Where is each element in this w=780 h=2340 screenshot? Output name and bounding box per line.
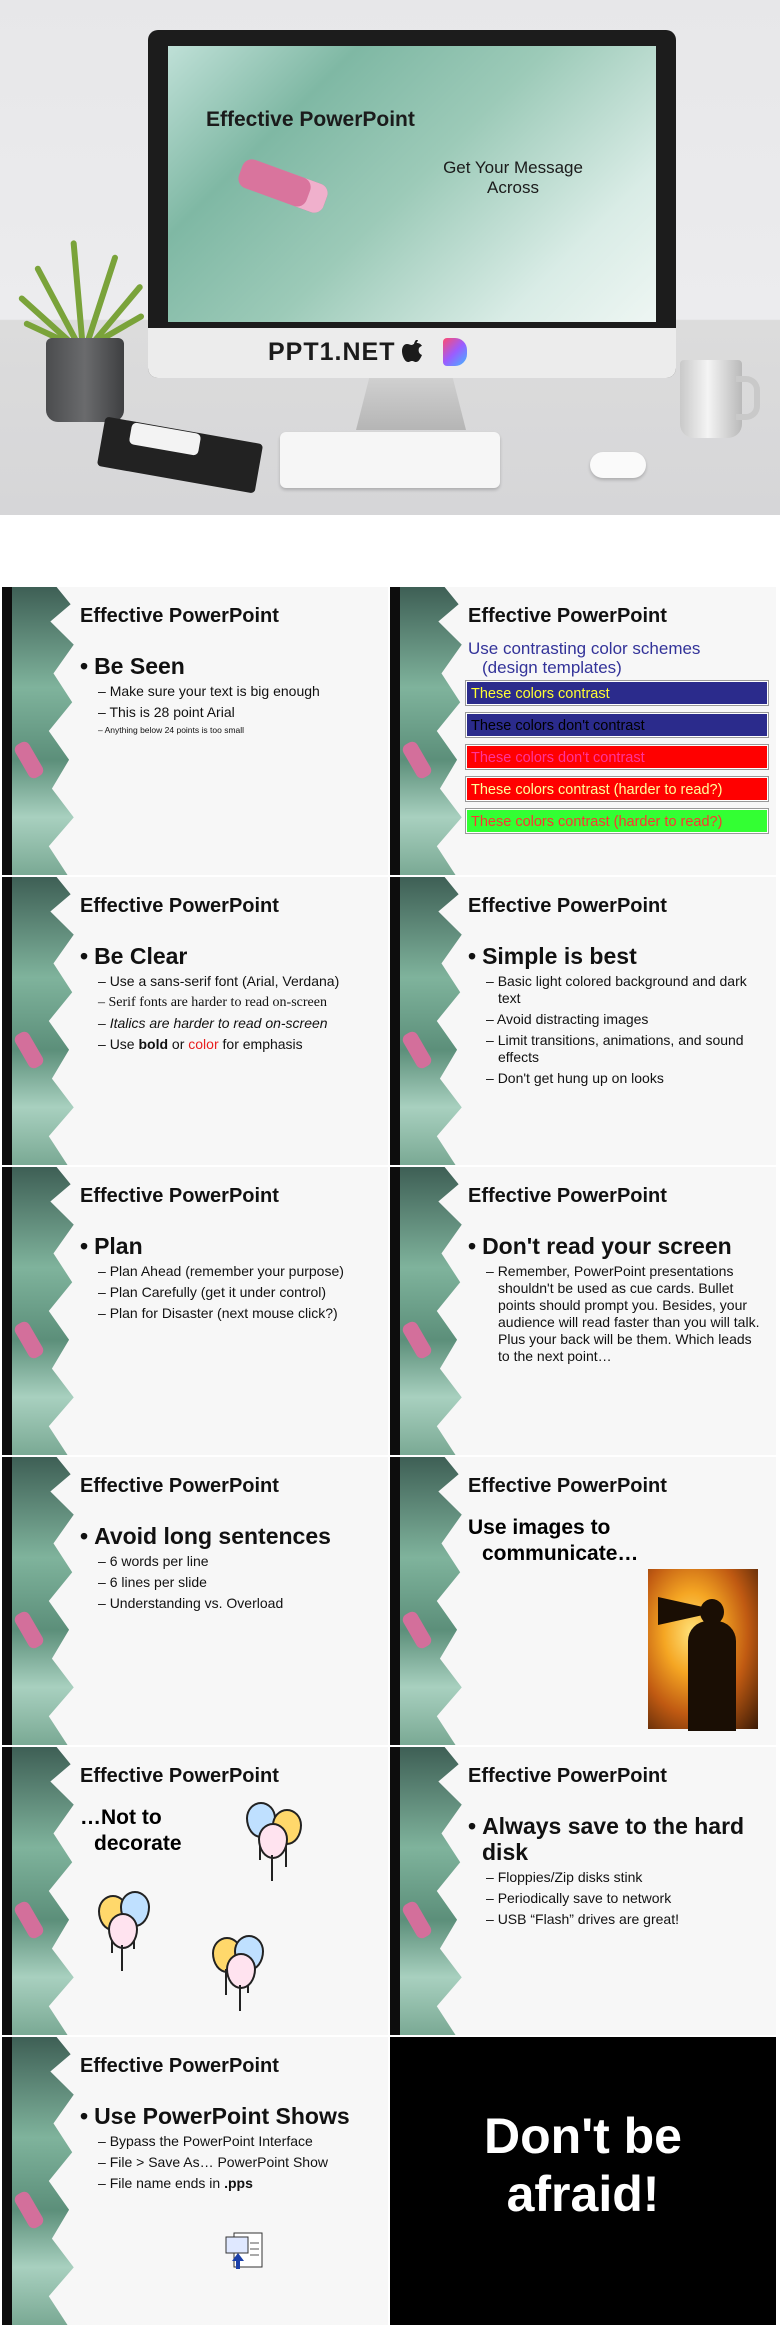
list-item: This is 28 point Arial <box>109 704 235 720</box>
list-item: 6 words per line <box>109 1553 209 1569</box>
chalkboard-strip <box>2 2037 80 2325</box>
slide-heading: Plan <box>94 1233 143 1259</box>
slide-heading: Always save to the hard disk <box>482 1813 745 1865</box>
screen-subtitle: Get Your Message Across <box>443 158 583 197</box>
slide-shows: Effective PowerPoint • Use PowerPoint Shows – Bypass the PowerPoint Interface – File > Save As… PowerPoint Show – File name ends in .pps <box>2 2037 388 2325</box>
slide-title: Effective PowerPoint <box>80 2055 279 2077</box>
slide-title: Effective PowerPoint <box>80 1475 279 1497</box>
list-item: Plan Carefully (get it under control) <box>109 1284 327 1300</box>
chalkboard-strip <box>390 1457 468 1745</box>
slide-be-clear: Effective PowerPoint • Be Clear – Use a sans-serif font (Arial, Verdana) – Serif fonts are harder to read on-screen – Italics are harder to read on-screen – Use bold or color for emphasis <box>2 877 388 1165</box>
slide-contrast <box>390 587 776 875</box>
slide-decorate <box>2 1747 388 2035</box>
mug <box>680 360 742 438</box>
chalkboard-strip <box>2 587 80 875</box>
slide-plan: Effective PowerPoint • Plan – Plan Ahead (remember your purpose) – Plan Carefully (get it under control) – Plan for Disaster (next mouse click?) <box>2 1167 388 1455</box>
pps-file-icon <box>224 2231 268 2271</box>
list-item: 6 lines per slide <box>109 1574 207 1590</box>
slide-title: Effective PowerPoint <box>468 895 667 917</box>
list-item: Plan Ahead (remember your purpose) <box>109 1263 344 1279</box>
plant-pot <box>46 338 124 422</box>
list-item: Basic light colored background and dark text <box>497 973 747 1006</box>
slide-title: Effective PowerPoint <box>80 1765 279 1787</box>
slide-title: Effective PowerPoint <box>80 895 279 917</box>
slide-heading: Be Clear <box>94 943 188 969</box>
list-item: Don't get hung up on looks <box>497 1070 664 1086</box>
brand-label: PPT1.NET <box>268 338 396 366</box>
contrast-band: These colors don't contrast <box>466 713 768 737</box>
slide-heading: Be Seen <box>94 653 185 679</box>
list-item: File > Save As… PowerPoint Show <box>109 2154 328 2170</box>
monitor-stand <box>356 378 466 430</box>
slide-heading: Use PowerPoint Shows <box>94 2103 350 2129</box>
chalkboard-strip <box>2 877 80 1165</box>
bullet-icon: • <box>80 653 89 679</box>
list-item: Avoid distracting images <box>496 1011 649 1027</box>
slide-heading: Don't read your screen <box>482 1233 732 1259</box>
slide-title: Effective PowerPoint <box>468 605 667 627</box>
monitor <box>148 30 676 378</box>
contrast-band: These colors don't contrast <box>466 745 768 769</box>
slide-long-sentences: Effective PowerPoint • Avoid long sentences – 6 words per line – 6 lines per slide – Understanding vs. Overload <box>2 1457 388 1745</box>
chalkboard-strip <box>2 1457 80 1745</box>
slide-heading: Simple is best <box>482 943 637 969</box>
chalkboard-strip <box>390 1747 468 2035</box>
chalkboard-strip <box>390 877 468 1165</box>
list-item: Plan for Disaster (next mouse click?) <box>109 1305 338 1321</box>
monitor-chin <box>148 328 676 378</box>
contrast-band: These colors contrast <box>466 681 768 705</box>
chalk-image <box>236 157 331 216</box>
list-item: USB “Flash” drives are great! <box>497 1911 679 1927</box>
slide-heading: Avoid long sentences <box>94 1523 331 1549</box>
chalkboard-strip <box>390 587 468 875</box>
list-item: Periodically save to network <box>497 1890 672 1906</box>
list-item: – File name ends in .pps <box>98 2175 253 2191</box>
apple-logo-icon <box>401 338 423 371</box>
list-item: Serif fonts are harder to read on-screen <box>108 995 327 1010</box>
slide-title: Effective PowerPoint <box>468 1765 667 1787</box>
chalkboard-strip <box>2 1747 80 2035</box>
list-item: Italics are harder to read on-screen <box>109 1015 328 1031</box>
slide-title: Effective PowerPoint <box>468 1185 667 1207</box>
contrast-band: These colors contrast (harder to read?) <box>466 809 768 833</box>
list-item: – Use bold or color for emphasis <box>98 1036 303 1052</box>
slide-dont-read: Effective PowerPoint • Don't read your screen – Remember, PowerPoint presentations shouldn't be used as cue cards. Bullet points should prompt you. Besides, your audience will read faster than you will talk. Plus your back will be them. Which leads to the next point… <box>390 1167 776 1455</box>
slide-be-seen: Effective PowerPoint • Be Seen – Make sure your text is big enough – This is 28 point Arial – Anything below 24 points is too small <box>2 587 388 875</box>
mouse <box>590 452 646 478</box>
slide-heading: Use images to communicate… <box>468 1516 639 1565</box>
slide-title: Effective PowerPoint <box>80 605 279 627</box>
slide-heading: …Not to decorate <box>80 1806 182 1855</box>
contrast-band: These colors contrast (harder to read?) <box>466 777 768 801</box>
monitor-screen <box>168 46 656 322</box>
list-item: Use a sans-serif font (Arial, Verdana) <box>109 973 340 989</box>
slide-title: Effective PowerPoint <box>80 1185 279 1207</box>
slide-simple: Effective PowerPoint • Simple is best – Basic light colored background and dark text – Avoid distracting images – Limit transitions, animations, and sound effects – Don't get hung up on looks <box>390 877 776 1165</box>
plant-decoration <box>10 230 160 350</box>
slide-subtitle: Use contrasting color schemes (design templates) <box>468 639 701 677</box>
slide-heading: Don't be afraid! <box>484 2108 682 2222</box>
list-item: Limit transitions, animations, and sound effects <box>497 1032 744 1065</box>
slide-title: Effective PowerPoint <box>468 1475 667 1497</box>
megaphone-speaker-image <box>648 1569 758 1729</box>
keyboard <box>280 432 500 488</box>
list-item: Anything below 24 points is too small <box>104 725 245 735</box>
hero-mockup <box>0 0 780 515</box>
list-item: Make sure your text is big enough <box>109 683 320 699</box>
screen-title: Effective PowerPoint <box>206 108 415 131</box>
list-item: Remember, PowerPoint presentations shouldn't be used as cue cards. Bullet points should prompt you. Besides, your audience will read faster than you will talk. Plus your back will be them. Which leads to the next point… <box>497 1263 760 1364</box>
slide-dont-be-afraid <box>390 2037 776 2325</box>
list-item: Bypass the PowerPoint Interface <box>109 2133 313 2149</box>
chalkboard-strip <box>390 1167 468 1455</box>
chalkboard-strip <box>2 1167 80 1455</box>
list-item: Understanding vs. Overload <box>109 1595 284 1611</box>
notebook <box>97 416 263 493</box>
slide-images <box>390 1457 776 1745</box>
list-item: Floppies/Zip disks stink <box>497 1869 643 1885</box>
ppt-logo-icon <box>443 338 467 366</box>
slide-save: Effective PowerPoint • Always save to the hard disk – Floppies/Zip disks stink – Periodically save to network – USB “Flash” drives are great! <box>390 1747 776 2035</box>
